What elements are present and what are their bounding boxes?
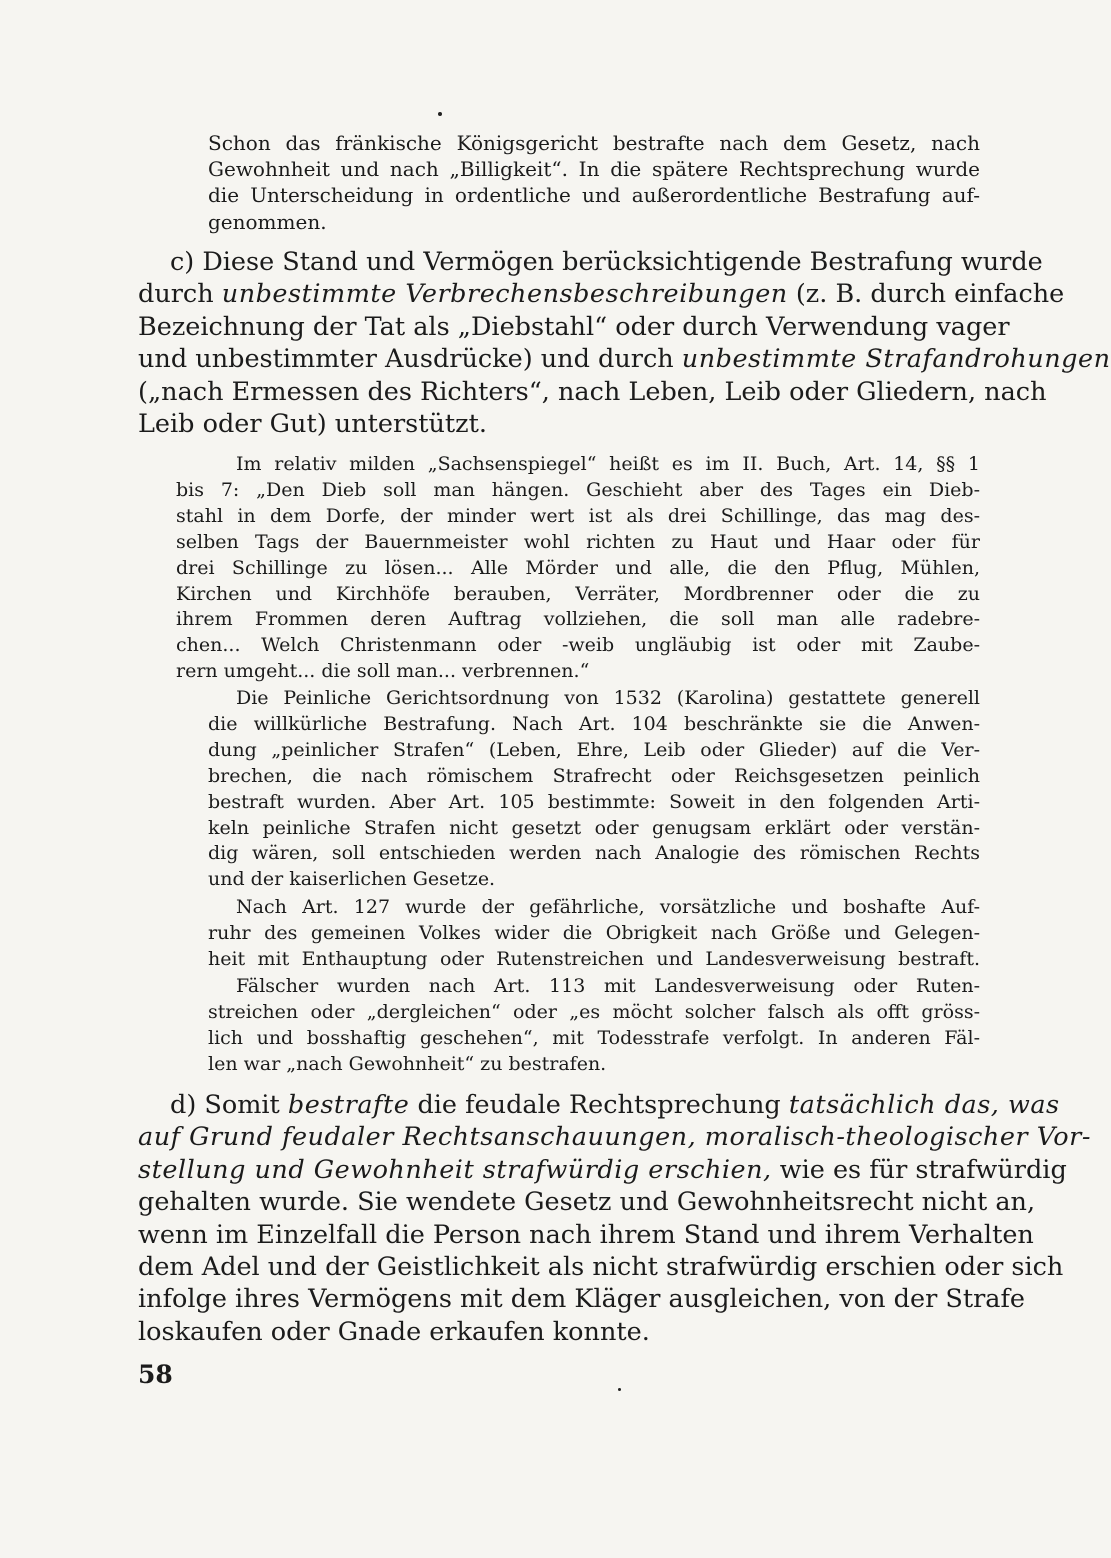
text-line: loskaufen oder Gnade erkaufen konnte.	[138, 1316, 650, 1347]
text-fragment: wie es für strafwürdig	[779, 1154, 1067, 1185]
text-line: Die Peinliche Gerichtsordnung von 1532 (Karolina) gestattete generell	[236, 687, 980, 709]
text-fragment: die feudale Rechtsprechung	[417, 1090, 781, 1120]
emphasis-text: auf Grund feudaler Rechtsanschauungen, moralisch-theologischer Vor-	[138, 1122, 1091, 1153]
emphasis-text: bestrafte	[287, 1090, 410, 1120]
text-line: Fälscher wurden nach Art. 113 mit Landesverweisung oder Ruten-	[236, 975, 980, 997]
text-line: Nach Art. 127 wurde der gefährliche, vorsätzliche und boshafte Auf-	[236, 896, 980, 918]
text-line: ruhr des gemeinen Volkes wider die Obrigkeit nach Größe und Gelegen-	[208, 921, 980, 944]
quote-art-127	[208, 895, 980, 973]
text-line: selben Tags der Bauernmeister wohl richten zu Haut und Haar oder für	[176, 530, 980, 553]
text-line: keln peinliche Strafen nicht gesetzt oder genugsam erklärt oder verstän-	[208, 816, 980, 839]
emphasis-text: unbestimmte Strafandrohungen	[681, 344, 1111, 375]
text-line: Schon das fränkische Königsgericht bestrafte nach dem Gesetz, nach	[208, 131, 980, 155]
text-line: bis 7: „Den Dieb soll man hängen. Geschieht aber des Tages ein Dieb-	[176, 478, 980, 501]
text-line: die Unterscheidung in ordentliche und außerordentliche Bestrafung auf-	[208, 183, 980, 208]
print-speck	[438, 112, 442, 116]
paragraph-d	[138, 1089, 1091, 1348]
text-line: Kirchen und Kirchhöfe berauben, Verräter, Mordbrenner oder die zu	[176, 582, 980, 605]
text-line: Leib oder Gut) unterstützt.	[138, 409, 487, 440]
text-line: die willkürliche Bestrafung. Nach Art. 104 beschränkte sie die Anwen-	[208, 712, 980, 735]
paragraph-frankish-court	[138, 130, 980, 235]
quote-art-113	[208, 974, 980, 1078]
text-line: streichen oder „dergleichen“ oder „es möcht solcher falsch als offt gröss-	[208, 1000, 980, 1023]
text-line: dung „peinlicher Strafen“ (Leben, Ehre, Leib oder Glieder) auf die Ver-	[208, 738, 980, 761]
text-line: infolge ihres Vermögens mit dem Kläger ausgleichen, von der Strafe	[138, 1284, 1026, 1315]
text-line	[138, 1121, 1091, 1153]
page-number: 58	[138, 1360, 173, 1389]
print-speck	[618, 1388, 621, 1391]
text-line: genommen.	[208, 209, 327, 234]
text-line: wenn im Einzelfall die Person nach ihrem Stand und ihrem Verhalten	[138, 1219, 1034, 1250]
text-line: Bezeichnung der Tat als „Diebstahl“ oder durch Verwendung vager	[138, 311, 1010, 342]
text-line: chen... Welch Christenmann oder -weib ungläubig ist oder mit Zaube-	[176, 634, 980, 657]
text-line: gehalten wurde. Sie wendete Gesetz und Gewohnheitsrecht nicht an,	[138, 1187, 1036, 1218]
quote-karolina	[208, 686, 980, 893]
text-line: Gewohnheit und nach „Billigkeit“. In die spätere Rechtsprechung wurde	[208, 157, 980, 182]
text-fragment: (z. B. durch einfache	[795, 279, 1065, 310]
text-line: Im relativ milden „Sachsenspiegel“ heißt es im II. Buch, Art. 14, §§ 1	[236, 453, 980, 475]
text-fragment: durch	[138, 279, 214, 310]
text-line: bestraft wurden. Aber Art. 105 bestimmte: Soweit in den folgenden Arti-	[208, 790, 980, 813]
text-line: len war „nach Gewohnheit“ zu bestrafen.	[208, 1052, 607, 1075]
paragraph-c	[138, 246, 1111, 440]
text-line: lich und bosshaftig geschehen“, mit Todesstrafe verfolgt. In anderen Fäl-	[208, 1026, 980, 1049]
text-line: c) Diese Stand und Vermögen berücksichtigende Bestrafung wurde	[170, 247, 1043, 277]
text-line	[138, 1089, 1060, 1121]
text-line: („nach Ermessen des Richters“, nach Leben, Leib oder Gliedern, nach	[138, 376, 1047, 407]
text-line: dig wären, soll entschieden werden nach Analogie des römischen Rechts	[208, 842, 980, 865]
emphasis-text: stellung und Gewohnheit strafwürdig erschien,	[138, 1154, 772, 1185]
text-line	[138, 343, 1111, 375]
text-line: stahl in dem Dorfe, der minder wert ist als drei Schillinge, das mag des-	[176, 504, 980, 527]
emphasis-text: tatsächlich das, was	[788, 1090, 1060, 1120]
text-line	[138, 1154, 1067, 1186]
text-line: und der kaiserlichen Gesetze.	[208, 868, 496, 891]
text-fragment: und unbestimmter Ausdrücke) und durch	[138, 344, 674, 375]
text-line: ihrem Frommen deren Auftrag vollziehen, die soll man alle radebre-	[176, 608, 980, 631]
quote-sachsenspiegel	[176, 452, 980, 685]
text-line: dem Adel und der Geistlichkeit als nicht strafwürdig erschien oder sich	[138, 1252, 1064, 1283]
text-line: brechen, die nach römischem Strafrecht oder Reichsgesetzen peinlich	[208, 764, 980, 787]
text-line: rern umgeht... die soll man... verbrennen.“	[176, 660, 590, 683]
text-fragment: d) Somit	[170, 1090, 280, 1120]
emphasis-text: unbestimmte Verbrechensbeschreibungen	[221, 279, 788, 310]
text-line: heit mit Enthauptung oder Rutenstreichen und Landesverweisung bestraft.	[208, 947, 980, 970]
text-line: drei Schillinge zu lösen... Alle Mörder und alle, die den Pflug, Mühlen,	[176, 556, 980, 579]
text-line	[138, 278, 1065, 310]
